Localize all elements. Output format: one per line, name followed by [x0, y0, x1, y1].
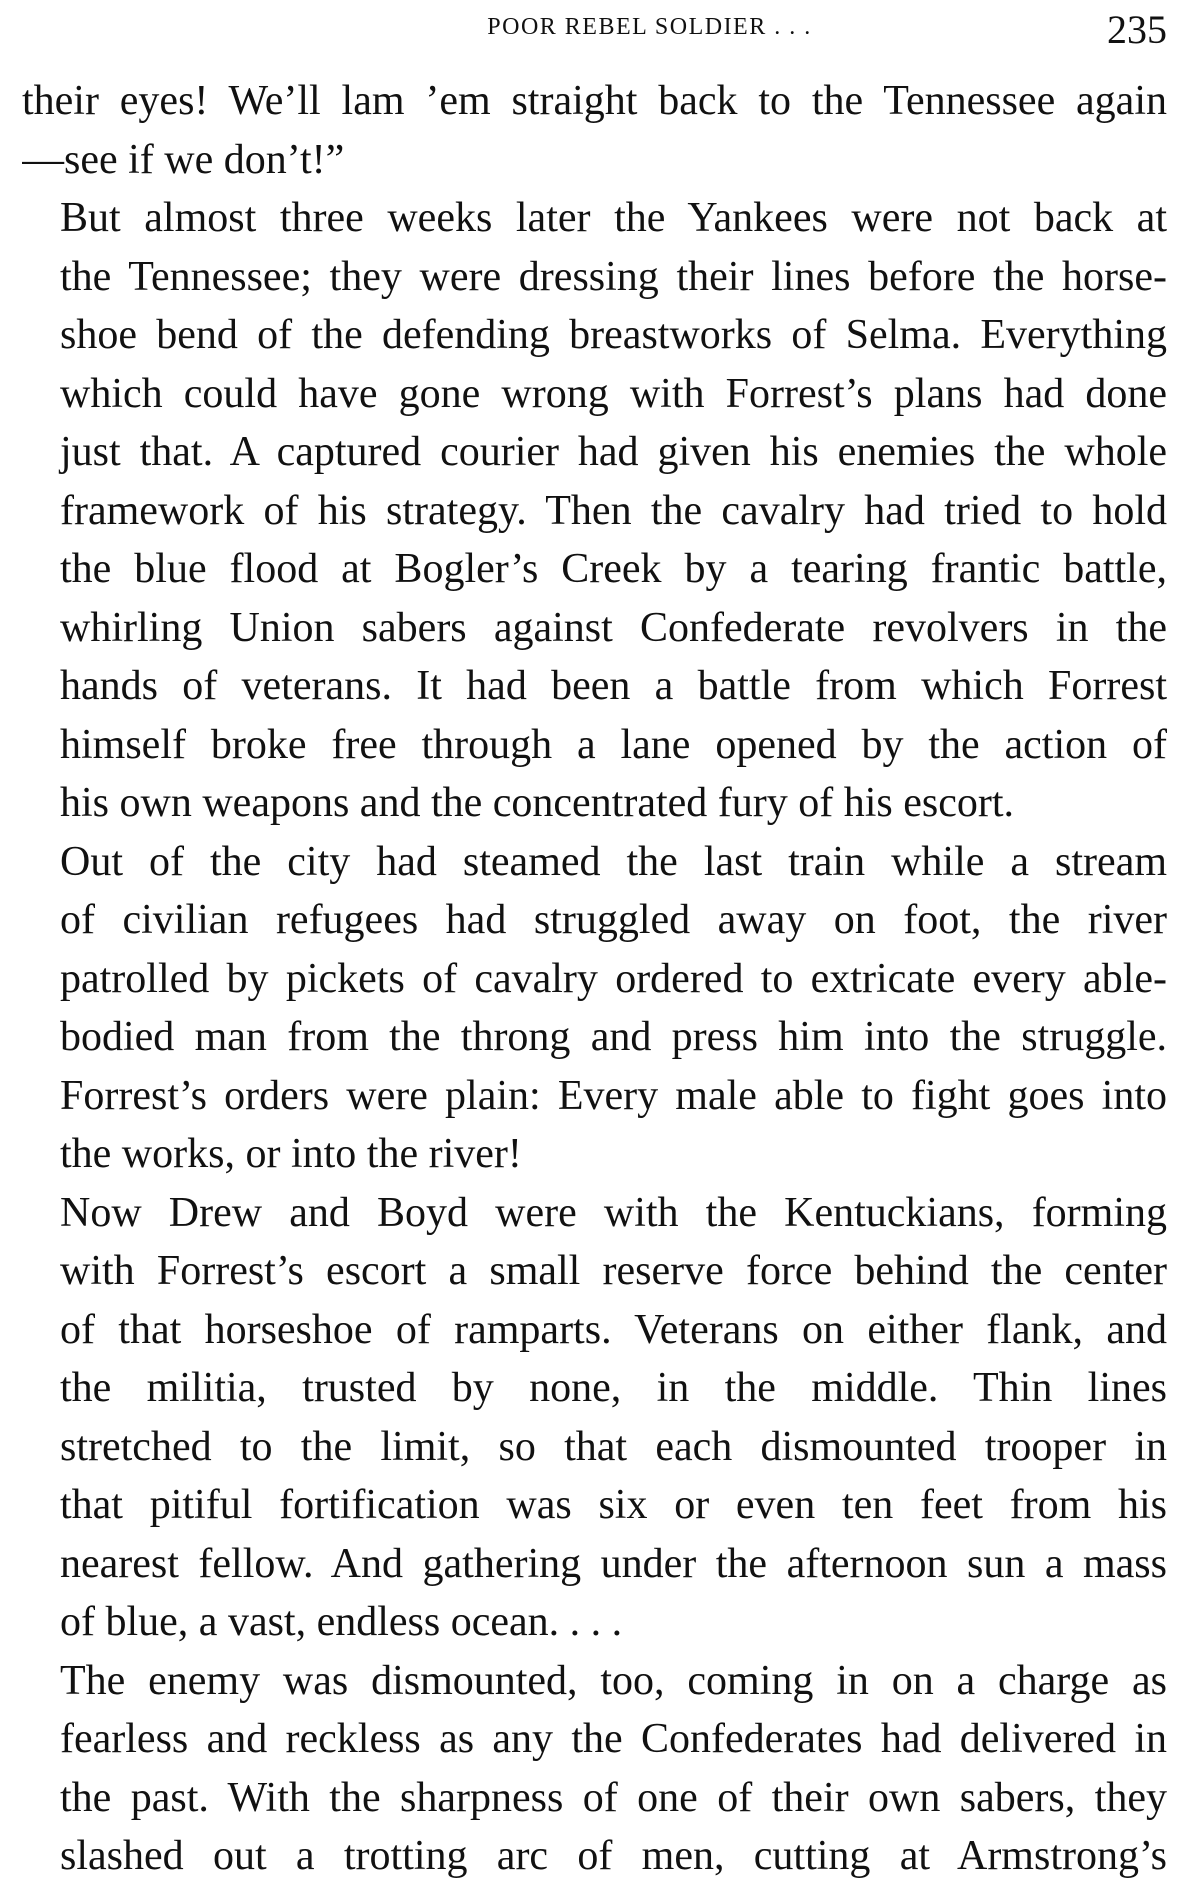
- text-line: the works, or into the river!: [60, 1131, 522, 1177]
- paragraph: [22, 1184, 1167, 1652]
- text-line: the militia, trusted by none, in the middle. Thin lines: [60, 1365, 1167, 1411]
- text-line: The enemy was dismounted, too, coming in on a charge as: [60, 1657, 1167, 1704]
- text-line: of blue, a vast, endless ocean. . . .: [60, 1599, 623, 1645]
- running-title: POOR REBEL SOLDIER . . .: [487, 14, 812, 40]
- text-line: which could have gone wrong with Forrest’s plans had done: [60, 370, 1167, 417]
- text-line: that pitiful fortification was six or even ten feet from his: [60, 1482, 1167, 1528]
- text-line: the past. With the sharpness of one of their own sabers, they: [60, 1774, 1167, 1821]
- text-line: framework of his strategy. Then the cavalry had tried to hold: [60, 487, 1167, 534]
- text-line: shoe bend of the defending breastworks of Selma. Everything: [60, 312, 1167, 358]
- text-line: But almost three weeks later the Yankees were not back at: [60, 195, 1167, 241]
- text-line: stretched to the limit, so that each dismounted trooper in: [60, 1423, 1167, 1470]
- text-line: Now Drew and Boyd were with the Kentuckians, forming: [60, 1189, 1167, 1236]
- text-line: of that horseshoe of ramparts. Veterans on either flank, and: [60, 1306, 1167, 1353]
- text-line: slashed out a trotting arc of men, cutting at Armstrong’s: [60, 1833, 1167, 1879]
- text-line: hands of veterans. It had been a battle from which Forrest: [60, 663, 1167, 709]
- book-page: [22, 0, 1167, 1902]
- text-line: —see if we don’t!”: [22, 136, 345, 183]
- text-line: their eyes! We’ll lam ’em straight back to the Tennessee again: [22, 78, 1167, 124]
- paragraph: [22, 1652, 1167, 1886]
- text-line: patrolled by pickets of cavalry ordered to extricate every able-: [60, 955, 1167, 1002]
- text-line: the blue flood at Bogler’s Creek by a tearing frantic battle,: [60, 546, 1167, 592]
- paragraph: [22, 189, 1167, 833]
- paragraph: [22, 833, 1167, 1184]
- text-line: with Forrest’s escort a small reserve force behind the center: [60, 1248, 1167, 1294]
- body-text: [22, 72, 1167, 1886]
- text-line: bodied man from the throng and press him into the struggle.: [60, 1014, 1167, 1060]
- text-line: of civilian refugees had struggled away on foot, the river: [60, 897, 1167, 943]
- running-head: [22, 0, 1167, 72]
- page-number: 235: [1107, 7, 1167, 52]
- text-line: whirling Union sabers against Confederate revolvers in the: [60, 604, 1167, 651]
- text-line: Out of the city had steamed the last train while a stream: [60, 838, 1167, 885]
- text-line: fearless and reckless as any the Confederates had delivered in: [60, 1716, 1167, 1762]
- text-line: Forrest’s orders were plain: Every male able to fight goes into: [60, 1072, 1167, 1119]
- text-line: the Tennessee; they were dressing their lines before the horse-: [60, 253, 1167, 300]
- text-line: just that. A captured courier had given his enemies the whole: [60, 429, 1167, 475]
- text-line: himself broke free through a lane opened by the action of: [60, 721, 1167, 768]
- text-line: nearest fellow. And gathering under the afternoon sun a mass: [60, 1540, 1167, 1587]
- paragraph: [22, 72, 1167, 189]
- text-line: his own weapons and the concentrated fury of his escort.: [60, 780, 1015, 826]
